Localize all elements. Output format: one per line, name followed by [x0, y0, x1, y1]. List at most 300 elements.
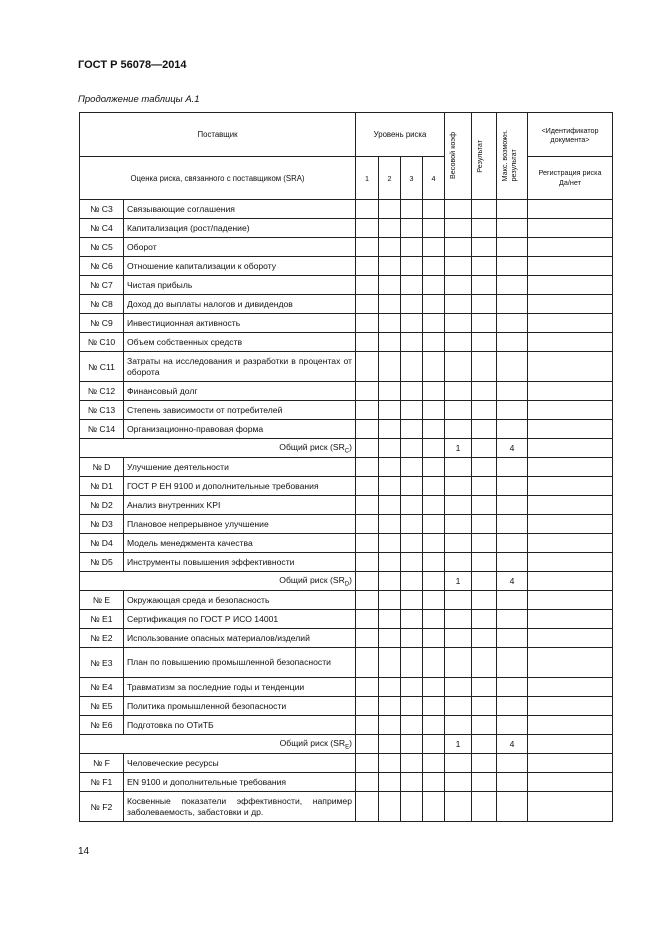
criterion-description: Использование опасных материалов/изделий	[124, 629, 356, 648]
risk-level-cell	[423, 754, 445, 773]
criterion-id: № С5	[80, 238, 124, 257]
registration-cell	[528, 773, 613, 792]
risk-level-cell	[423, 792, 445, 822]
risk-level-cell	[401, 295, 423, 314]
risk-level-cell	[401, 572, 423, 591]
criterion-description: Доход до выплаты налогов и дивидендов	[124, 295, 356, 314]
risk-level-cell	[356, 591, 379, 610]
registration-cell	[528, 792, 613, 822]
risk-level-cell	[379, 553, 401, 572]
criterion-row	[80, 420, 613, 439]
criterion-row	[80, 333, 613, 352]
total-risk-row	[80, 735, 613, 754]
criterion-id: № E2	[80, 629, 124, 648]
max-result-value: 4	[497, 735, 528, 754]
criterion-row	[80, 773, 613, 792]
criterion-row	[80, 238, 613, 257]
risk-level-cell	[379, 458, 401, 477]
criterion-row	[80, 591, 613, 610]
criterion-id: № С14	[80, 420, 124, 439]
risk-level-2: 2	[379, 157, 401, 200]
max-result-cell	[497, 200, 528, 219]
risk-level-cell	[401, 735, 423, 754]
criterion-description: Объем собственных средств	[124, 333, 356, 352]
criterion-id: № E1	[80, 610, 124, 629]
max-result-cell	[497, 352, 528, 382]
total-risk-label: Общий риск $(SR_E)$	[80, 735, 356, 754]
max-result-value: 4	[497, 572, 528, 591]
registration-cell	[528, 352, 613, 382]
risk-level-cell	[401, 716, 423, 735]
registration-cell	[528, 515, 613, 534]
risk-level-cell	[356, 572, 379, 591]
registration-cell	[528, 735, 613, 754]
registration-cell	[528, 477, 613, 496]
criterion-id: № D5	[80, 553, 124, 572]
result-cell	[472, 591, 497, 610]
criterion-row	[80, 610, 613, 629]
weight-value: 1	[445, 735, 472, 754]
risk-level-cell	[379, 219, 401, 238]
risk-level-cell	[379, 629, 401, 648]
total-risk-row	[80, 572, 613, 591]
risk-level-cell	[379, 697, 401, 716]
risk-level-cell	[379, 678, 401, 697]
risk-level-cell	[379, 648, 401, 678]
weight-cell	[445, 534, 472, 553]
risk-level-cell	[356, 276, 379, 295]
risk-level-header: Уровень риска	[356, 113, 445, 157]
weight-cell	[445, 458, 472, 477]
weight-cell	[445, 716, 472, 735]
weight-value: 1	[445, 439, 472, 458]
registration-cell	[528, 401, 613, 420]
criterion-row	[80, 401, 613, 420]
risk-level-cell	[401, 257, 423, 276]
risk-level-cell	[356, 735, 379, 754]
result-cell	[472, 276, 497, 295]
criterion-id: № F1	[80, 773, 124, 792]
weight-cell	[445, 648, 472, 678]
max-result-cell	[497, 648, 528, 678]
criterion-id: № С9	[80, 314, 124, 333]
risk-level-cell	[356, 257, 379, 276]
weight-header: Весовой коэф	[445, 113, 472, 200]
risk-level-cell	[423, 572, 445, 591]
criterion-description: Финансовый долг	[124, 382, 356, 401]
risk-level-cell	[423, 420, 445, 439]
risk-level-cell	[356, 420, 379, 439]
criterion-row	[80, 648, 613, 678]
result-cell	[472, 754, 497, 773]
criterion-row	[80, 200, 613, 219]
risk-level-cell	[356, 553, 379, 572]
risk-level-cell	[379, 735, 401, 754]
weight-cell	[445, 697, 472, 716]
criterion-description: ГОСТ Р ЕН 9100 и дополнительные требования	[124, 477, 356, 496]
criterion-id: № E3	[80, 648, 124, 678]
risk-level-cell	[379, 439, 401, 458]
risk-level-cell	[423, 553, 445, 572]
weight-cell	[445, 401, 472, 420]
risk-level-cell	[423, 458, 445, 477]
risk-level-cell	[401, 382, 423, 401]
risk-level-cell	[423, 515, 445, 534]
header-row-bottom	[80, 157, 613, 200]
risk-level-cell	[379, 382, 401, 401]
result-cell	[472, 458, 497, 477]
risk-level-cell	[356, 333, 379, 352]
max-result-cell	[497, 697, 528, 716]
max-result-header: Макс. возможн. результат	[497, 113, 528, 200]
risk-level-cell	[379, 515, 401, 534]
risk-level-cell	[401, 401, 423, 420]
registration-cell	[528, 257, 613, 276]
criterion-id: № D4	[80, 534, 124, 553]
max-result-cell	[497, 333, 528, 352]
max-result-cell	[497, 382, 528, 401]
risk-level-cell	[379, 276, 401, 295]
weight-cell	[445, 352, 472, 382]
criterion-id: № С13	[80, 401, 124, 420]
risk-level-cell	[356, 458, 379, 477]
result-cell	[472, 735, 497, 754]
weight-cell	[445, 420, 472, 439]
risk-level-cell	[401, 591, 423, 610]
weight-cell	[445, 257, 472, 276]
risk-level-cell	[401, 553, 423, 572]
criterion-id: № D3	[80, 515, 124, 534]
result-cell	[472, 200, 497, 219]
risk-level-cell	[423, 295, 445, 314]
risk-level-cell	[379, 591, 401, 610]
risk-level-cell	[379, 792, 401, 822]
risk-level-cell	[379, 572, 401, 591]
result-cell	[472, 553, 497, 572]
risk-level-cell	[423, 648, 445, 678]
registration-cell	[528, 648, 613, 678]
max-result-cell	[497, 257, 528, 276]
max-result-cell	[497, 534, 528, 553]
criterion-row	[80, 553, 613, 572]
result-cell	[472, 678, 497, 697]
weight-cell	[445, 591, 472, 610]
criterion-id: № F	[80, 754, 124, 773]
max-result-cell	[497, 458, 528, 477]
registration-cell	[528, 716, 613, 735]
risk-level-cell	[423, 534, 445, 553]
result-cell	[472, 420, 497, 439]
table-continuation-caption: Продолжение таблицы А.1	[78, 94, 200, 105]
risk-level-cell	[356, 295, 379, 314]
risk-level-cell	[423, 401, 445, 420]
weight-cell	[445, 295, 472, 314]
result-cell	[472, 238, 497, 257]
registration-cell	[528, 382, 613, 401]
weight-cell	[445, 678, 472, 697]
risk-level-1: 1	[356, 157, 379, 200]
page-number: 14	[78, 846, 90, 857]
criterion-description: Затраты на исследования и разработки в процентах от оборота	[124, 352, 356, 382]
criterion-row	[80, 295, 613, 314]
registration-cell	[528, 238, 613, 257]
criterion-description: Организационно-правовая форма	[124, 420, 356, 439]
risk-level-cell	[356, 697, 379, 716]
risk-level-cell	[423, 610, 445, 629]
risk-level-cell	[423, 716, 445, 735]
risk-level-cell	[423, 238, 445, 257]
criterion-description: Модель менеджмента качества	[124, 534, 356, 553]
criterion-row	[80, 792, 613, 822]
criterion-row	[80, 382, 613, 401]
criterion-id: № D2	[80, 496, 124, 515]
document-code: ГОСТ Р 56078—2014	[78, 59, 187, 71]
registration-cell	[528, 295, 613, 314]
result-cell	[472, 257, 497, 276]
max-result-cell	[497, 629, 528, 648]
risk-level-cell	[423, 735, 445, 754]
result-cell	[472, 572, 497, 591]
result-cell	[472, 333, 497, 352]
max-result-cell	[497, 238, 528, 257]
registration-cell	[528, 420, 613, 439]
registration-cell	[528, 276, 613, 295]
criterion-description: Отношение капитализации к обороту	[124, 257, 356, 276]
weight-cell	[445, 496, 472, 515]
risk-level-cell	[401, 200, 423, 219]
risk-level-cell	[379, 257, 401, 276]
max-result-cell	[497, 591, 528, 610]
criterion-description: Анализ внутренних KPI	[124, 496, 356, 515]
criterion-description: Политика промышленной безопасности	[124, 697, 356, 716]
criterion-description: Оборот	[124, 238, 356, 257]
criterion-row	[80, 352, 613, 382]
criterion-id: № E	[80, 591, 124, 610]
registration-cell	[528, 572, 613, 591]
criterion-id: № С7	[80, 276, 124, 295]
risk-level-cell	[401, 629, 423, 648]
criterion-row	[80, 697, 613, 716]
result-header: Результат	[472, 113, 497, 200]
criterion-id: № E6	[80, 716, 124, 735]
result-cell	[472, 295, 497, 314]
registration-cell	[528, 314, 613, 333]
weight-cell	[445, 477, 472, 496]
risk-level-cell	[401, 238, 423, 257]
criterion-row	[80, 219, 613, 238]
criterion-description: Окружающая среда и безопасность	[124, 591, 356, 610]
risk-level-cell	[356, 401, 379, 420]
risk-level-cell	[356, 678, 379, 697]
risk-level-cell	[423, 439, 445, 458]
weight-cell	[445, 610, 472, 629]
risk-level-cell	[423, 382, 445, 401]
criterion-id: № С6	[80, 257, 124, 276]
registration-cell	[528, 553, 613, 572]
criterion-description: Подготовка по ОТиТБ	[124, 716, 356, 735]
criterion-description: Сертификация по ГОСТ Р ИСО 14001	[124, 610, 356, 629]
risk-level-cell	[379, 238, 401, 257]
risk-level-cell	[423, 496, 445, 515]
criterion-row	[80, 534, 613, 553]
criterion-id: № D1	[80, 477, 124, 496]
risk-level-cell	[401, 477, 423, 496]
max-result-cell	[497, 314, 528, 333]
risk-level-cell	[356, 352, 379, 382]
risk-level-cell	[356, 200, 379, 219]
result-cell	[472, 515, 497, 534]
criterion-description: Связывающие соглашения	[124, 200, 356, 219]
risk-level-cell	[356, 439, 379, 458]
risk-level-cell	[401, 314, 423, 333]
result-cell	[472, 382, 497, 401]
weight-cell	[445, 773, 472, 792]
criterion-row	[80, 716, 613, 735]
risk-level-cell	[423, 333, 445, 352]
risk-level-cell	[379, 314, 401, 333]
weight-cell	[445, 553, 472, 572]
max-result-cell	[497, 420, 528, 439]
risk-level-cell	[356, 238, 379, 257]
criterion-description: Улучшение деятельности	[124, 458, 356, 477]
risk-level-cell	[379, 754, 401, 773]
risk-level-cell	[356, 382, 379, 401]
result-cell	[472, 219, 497, 238]
weight-cell	[445, 238, 472, 257]
max-result-cell	[497, 610, 528, 629]
risk-level-cell	[401, 534, 423, 553]
risk-level-cell	[401, 276, 423, 295]
risk-level-cell	[423, 276, 445, 295]
risk-level-cell	[379, 496, 401, 515]
risk-level-cell	[379, 610, 401, 629]
weight-cell	[445, 515, 472, 534]
criterion-row	[80, 515, 613, 534]
criterion-description: Инвестиционная активность	[124, 314, 356, 333]
risk-level-cell	[401, 420, 423, 439]
max-result-cell	[497, 792, 528, 822]
criterion-description: EN 9100 и дополнительные требования	[124, 773, 356, 792]
result-cell	[472, 629, 497, 648]
criterion-row	[80, 276, 613, 295]
criterion-id: № E5	[80, 697, 124, 716]
result-cell	[472, 697, 497, 716]
weight-cell	[445, 219, 472, 238]
registration-cell	[528, 629, 613, 648]
criterion-row	[80, 257, 613, 276]
weight-cell	[445, 314, 472, 333]
criterion-description: Чистая прибыль	[124, 276, 356, 295]
risk-level-cell	[356, 610, 379, 629]
max-result-cell	[497, 401, 528, 420]
max-result-value: 4	[497, 439, 528, 458]
max-result-cell	[497, 276, 528, 295]
risk-level-cell	[423, 314, 445, 333]
registration-cell	[528, 439, 613, 458]
risk-level-cell	[401, 697, 423, 716]
risk-level-cell	[423, 629, 445, 648]
registration-cell	[528, 219, 613, 238]
risk-level-cell	[423, 257, 445, 276]
risk-level-cell	[423, 591, 445, 610]
risk-level-cell	[379, 200, 401, 219]
risk-level-cell	[401, 773, 423, 792]
result-cell	[472, 352, 497, 382]
risk-level-cell	[401, 610, 423, 629]
risk-level-cell	[401, 496, 423, 515]
risk-level-cell	[356, 773, 379, 792]
criterion-description: Инструменты повышения эффективности	[124, 553, 356, 572]
criterion-row	[80, 496, 613, 515]
risk-assessment-table	[79, 112, 613, 822]
weight-cell	[445, 754, 472, 773]
risk-level-cell	[356, 534, 379, 553]
max-result-cell	[497, 773, 528, 792]
risk-level-cell	[379, 773, 401, 792]
risk-level-cell	[401, 458, 423, 477]
max-result-cell	[497, 553, 528, 572]
risk-level-cell	[379, 401, 401, 420]
risk-level-cell	[379, 716, 401, 735]
result-cell	[472, 439, 497, 458]
risk-level-cell	[379, 477, 401, 496]
result-cell	[472, 534, 497, 553]
risk-level-4: 4	[423, 157, 445, 200]
max-result-cell	[497, 477, 528, 496]
result-cell	[472, 716, 497, 735]
risk-level-cell	[423, 477, 445, 496]
registration-header: Регистрация риска Да/нет	[528, 157, 613, 200]
criterion-id: № D	[80, 458, 124, 477]
risk-level-cell	[356, 219, 379, 238]
total-risk-row	[80, 439, 613, 458]
risk-level-cell	[423, 697, 445, 716]
criterion-description: Человеческие ресурсы	[124, 754, 356, 773]
max-result-cell	[497, 754, 528, 773]
result-cell	[472, 648, 497, 678]
total-risk-label: Общий риск $(SR_D)$	[80, 572, 356, 591]
criterion-description: Косвенные показатели эффективности, например заболеваемость, забастовки и др.	[124, 792, 356, 822]
max-result-cell	[497, 295, 528, 314]
result-cell	[472, 314, 497, 333]
result-cell	[472, 477, 497, 496]
criterion-id: № E4	[80, 678, 124, 697]
registration-cell	[528, 458, 613, 477]
sra-header: Оценка риска, связанного с поставщиком (SRA)	[80, 157, 356, 200]
weight-cell	[445, 276, 472, 295]
weight-cell	[445, 382, 472, 401]
risk-level-cell	[401, 333, 423, 352]
registration-cell	[528, 591, 613, 610]
max-result-cell	[497, 678, 528, 697]
risk-level-cell	[356, 716, 379, 735]
max-result-cell	[497, 219, 528, 238]
max-result-cell	[497, 716, 528, 735]
registration-cell	[528, 534, 613, 553]
risk-level-cell	[379, 333, 401, 352]
doc-id-header: <Идентификатор документа>	[528, 113, 613, 157]
risk-level-cell	[379, 420, 401, 439]
result-cell	[472, 610, 497, 629]
registration-cell	[528, 610, 613, 629]
risk-level-cell	[356, 314, 379, 333]
risk-level-cell	[401, 439, 423, 458]
total-risk-label: Общий риск $(SR_C)$	[80, 439, 356, 458]
weight-cell	[445, 629, 472, 648]
risk-level-cell	[356, 629, 379, 648]
criterion-description: План по повышению промышленной безопасности	[124, 648, 356, 678]
risk-level-cell	[423, 219, 445, 238]
